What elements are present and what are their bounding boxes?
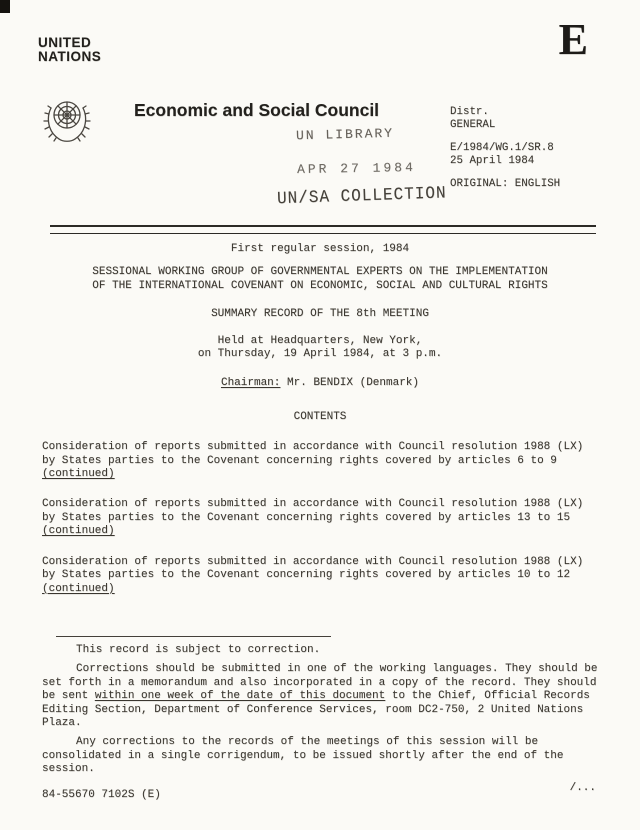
header-divider-rule	[50, 225, 596, 234]
doc-series-letter: E	[558, 15, 588, 64]
continuation-marker: /...	[569, 782, 596, 794]
doc-symbol: E/1984/WG.1/SR.8	[450, 142, 554, 154]
un-emblem-icon	[40, 94, 94, 151]
distribution-block	[450, 106, 560, 191]
working-group-line1: SESSIONAL WORKING GROUP OF GOVERNMENTAL EXPERTS ON THE IMPLEMENTATION	[92, 266, 548, 279]
footnote-para-corrigendum: Any corrections to the records of the meetings of this session will be consolidated in a single corrigendum, to be issued shortly after the end of the session.	[42, 736, 564, 776]
record-title: SUMMARY RECORD OF THE 8th MEETING	[211, 308, 429, 321]
contents-item-text: Consideration of reports submitted in accordance with Council resolution 1988 (LX) by States parties to the Covenant concerning rights covered by articles 13 to 15	[42, 498, 584, 524]
footnote-text-pre: Corrections should be submitted in one of the working languages. They should be set forth in a memorandum and also incorporated in a copy of the record. They should be sent	[42, 663, 598, 703]
footnote-text-post: to the Chief, Official Records Editing Section, Department of Conference Services, room DC2-750, 2 United Nations Plaza.	[42, 690, 590, 730]
footnote-para-instructions	[42, 663, 598, 730]
footnote-rule	[56, 636, 331, 637]
un-org-name-line2: NATIONS	[38, 49, 102, 64]
contents-item-continued: (continued)	[42, 582, 115, 595]
contents-item	[42, 441, 598, 481]
footnote-para-correction: This record is subject to correction.	[76, 644, 321, 656]
doc-date: 25 April 1984	[450, 154, 535, 167]
scan-corner-artifact	[0, 0, 10, 13]
original-language: ORIGINAL: ENGLISH	[450, 178, 561, 190]
contents-item-continued: (continued)	[42, 468, 115, 481]
collection-stamp: UN/SA COLLECTION	[276, 183, 447, 209]
session-line: First regular session, 1984	[230, 243, 410, 255]
un-org-name	[38, 36, 101, 64]
document-number: 84-55670 7102S (E)	[42, 789, 161, 801]
contents-item	[42, 498, 598, 538]
meeting-location	[42, 335, 598, 362]
contents-item-text: Consideration of reports submitted in accordance with Council resolution 1988 (LX) by States parties to the Covenant concerning rights covered by articles 6 to 9	[42, 441, 584, 467]
date-stamp: APR 27 1984	[296, 159, 416, 178]
document-body	[42, 243, 598, 613]
working-group-line2: OF THE INTERNATIONAL COVENANT ON ECONOMIC, SOCIAL AND CULTURAL RIGHTS	[92, 279, 548, 292]
contents-item	[42, 556, 598, 596]
chairman-line	[42, 377, 598, 390]
un-org-name-line1: UNITED	[38, 35, 92, 50]
meeting-location-line1: Held at Headquarters, New York,	[217, 334, 423, 347]
library-stamp: UN LIBRARY	[295, 125, 395, 144]
distr-value: GENERAL	[450, 118, 496, 131]
working-group-heading	[42, 266, 598, 293]
meeting-location-line2: on Thursday, 19 April 1984, at 3 p.m.	[197, 348, 443, 361]
footnote-underlined-deadline: within one week of the date of this document	[94, 690, 386, 703]
spacer	[450, 131, 560, 142]
spacer	[450, 167, 560, 178]
contents-item-text: Consideration of reports submitted in accordance with Council resolution 1988 (LX) by States parties to the Covenant concerning rights covered by articles 10 to 12	[42, 555, 584, 582]
contents-list	[42, 441, 598, 596]
footnote-section	[42, 636, 598, 783]
chairman-value: Mr. BENDIX (Denmark)	[280, 377, 420, 390]
council-title: Economic and Social Council	[134, 100, 380, 120]
contents-heading: CONTENTS	[293, 410, 347, 423]
distr-label: Distr.	[450, 106, 489, 118]
contents-item-continued: (continued)	[42, 525, 115, 538]
chairman-label: Chairman:	[220, 377, 281, 390]
